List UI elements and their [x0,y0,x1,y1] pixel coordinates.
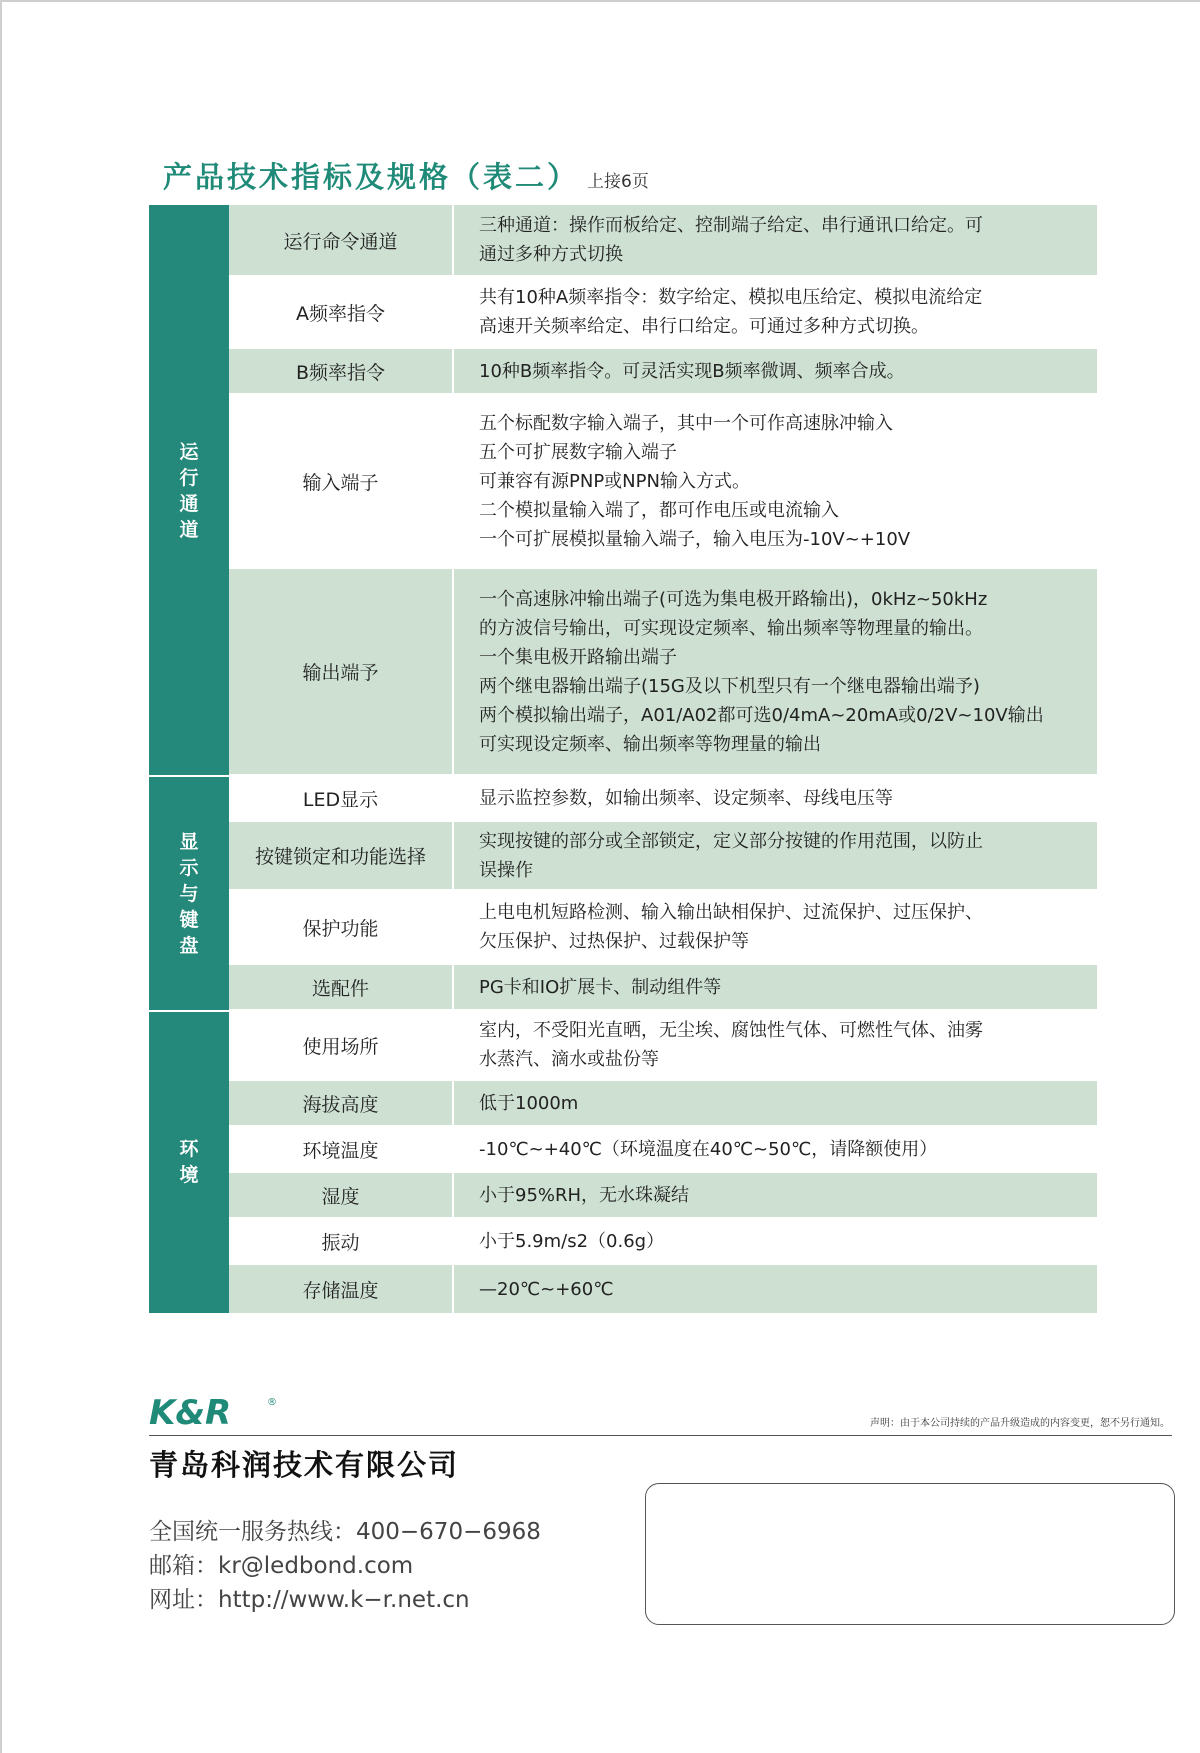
table-row [229,776,1097,820]
row-value [454,1011,1097,1079]
table-row [229,1081,1097,1125]
title-note: 上接6页 [587,172,649,192]
table-row [229,822,1097,889]
value-line: 高速开关频率给定、串行口给定。可通过多种方式切换。 [479,316,929,337]
table-row [229,1219,1097,1263]
website: 网址：http://www.k−r.net.cn [149,1587,470,1613]
row-label: B频率指令 [229,349,454,393]
category-cell [149,776,229,1011]
table-row [229,277,1097,347]
value-line: 低于1000m [479,1092,579,1114]
category-label: 运行通道 [179,440,199,541]
value-line: 小于5.9m/s2（0.6g） [479,1230,665,1252]
title-text: 产品技术指标及规格（表二） [163,160,580,194]
row-value [454,569,1097,774]
value-line: 两个模拟输出端子，A01/A02都可选0/4mA~20mA或0/2V~10V输出 [479,704,1044,726]
value-line: 的方波信号输出，可实现设定频率、输出频率等物理量的输出。 [479,617,983,639]
row-label: A频率指令 [229,277,454,347]
stamp-box [645,1483,1175,1625]
table-row [229,395,1097,567]
table-row [229,1265,1097,1313]
table-row [229,1127,1097,1171]
category-label: 环境 [179,1138,199,1186]
value-line: 欠压保护、过热保护、过载保护等 [479,931,749,952]
value-line: 二个模拟量输入端了，都可作电压或电流输入 [479,499,839,521]
row-label: 环境温度 [229,1127,454,1171]
row-value [454,776,1097,820]
registered-mark: ® [267,1397,277,1408]
value-line: 误操作 [479,859,533,881]
row-label: 海拔高度 [229,1081,454,1125]
row-value [454,1173,1097,1217]
row-label: LED显示 [229,776,454,820]
value-line: 室内，不受阳光直晒，无尘埃、腐蚀性气体、可燃性气体、油雾 [479,1020,983,1041]
hotline: 全国统一服务热线：400−670−6968 [149,1519,541,1545]
page-title [163,155,649,196]
row-value [454,891,1097,963]
value-line: PG卡和IO扩展卡、制动组件等 [479,976,722,998]
row-value [454,277,1097,347]
value-line: -10℃~+40℃（环境温度在40℃~50℃，请降额使用） [479,1138,938,1160]
row-label: 输入端子 [229,395,454,567]
row-value [454,1081,1097,1125]
value-line: 10种B频率指令。可灵活实现B频率微调、频率合成。 [479,360,905,382]
row-label: 振动 [229,1219,454,1263]
value-line: 通过多种方式切换 [479,244,623,265]
value-line: 实现按键的部分或全部锁定，定义部分按键的作用范围，以防止 [479,830,983,852]
table-row [229,965,1097,1009]
row-value [454,1127,1097,1171]
value-line: 一个高速脉冲输出端子(可选为集电极开路输出)，0kHz~50kHz [479,588,988,610]
value-line: —20℃~+60℃ [479,1278,614,1300]
category-cell [149,1011,229,1313]
contact-info [149,1515,541,1617]
footer-divider [149,1435,1172,1436]
row-value [454,822,1097,889]
value-line: 上电电机短路检测、输入输出缺相保护、过流保护、过压保护、 [479,902,983,923]
value-line: 显示监控参数，如输出频率、设定频率、母线电压等 [479,787,893,809]
page-border-top [0,0,1200,2]
row-value [454,205,1097,275]
category-separator [149,1010,1097,1012]
disclaimer: 声明：由于本公司持续的产品升级造成的内容变更，恕不另行通知。 [870,1418,1170,1429]
value-line: 水蒸汽、滴水或盐份等 [479,1049,659,1070]
row-value [454,965,1097,1009]
table-row [229,569,1097,774]
row-value [454,1219,1097,1263]
email: 邮箱：kr@ledbond.com [149,1553,414,1579]
table-row [229,1173,1097,1217]
value-line: 五个标配数字输入端子，其中一个可作高速脉冲输入 [479,412,893,434]
table-row [229,1011,1097,1079]
row-value [454,1265,1097,1313]
page-border-left [0,0,2,1753]
value-line: 可实现设定频率、输出频率等物理量的输出 [479,733,821,755]
row-label: 按键锁定和功能选择 [229,822,454,889]
table-row [229,349,1097,393]
value-line: 共有10种A频率指令：数字给定、模拟电压给定、模拟电流给定 [479,287,983,308]
value-line: 小于95%RH，无水珠凝结 [479,1184,690,1206]
value-line: 一个可扩展模拟量输入端子，输入电压为-10V~+10V [479,528,911,550]
kr-logo-graphic [149,1393,279,1429]
table-row [229,891,1097,963]
row-label: 保护功能 [229,891,454,963]
category-label: 显示与键盘 [179,830,199,957]
company-name: 青岛科润技术有限公司 [149,1448,460,1482]
value-line: 三种通道：操作而板给定、控制端子给定、串行通讯口给定。可 [479,215,983,236]
row-value [454,349,1097,393]
value-line: 一个集电极开路输出端子 [479,646,677,668]
row-label: 选配件 [229,965,454,1009]
category-cell [149,205,229,776]
row-value [454,395,1097,567]
row-label: 存储温度 [229,1265,454,1313]
table-row [229,205,1097,275]
value-line: 两个继电器输出端子(15G及以下机型只有一个继电器输出端予) [479,675,980,697]
row-label: 输出端予 [229,569,454,774]
value-line: 可兼容有源PNP或NPN输入方式。 [479,470,750,492]
category-separator [149,775,1097,777]
row-label: 湿度 [229,1173,454,1217]
row-label: 运行命令通道 [229,205,454,275]
value-line: 五个可扩展数字输入端子 [479,441,677,463]
company-logo [149,1393,279,1433]
row-label: 使用场所 [229,1011,454,1079]
logo-wordmark: K&R [149,1393,232,1429]
